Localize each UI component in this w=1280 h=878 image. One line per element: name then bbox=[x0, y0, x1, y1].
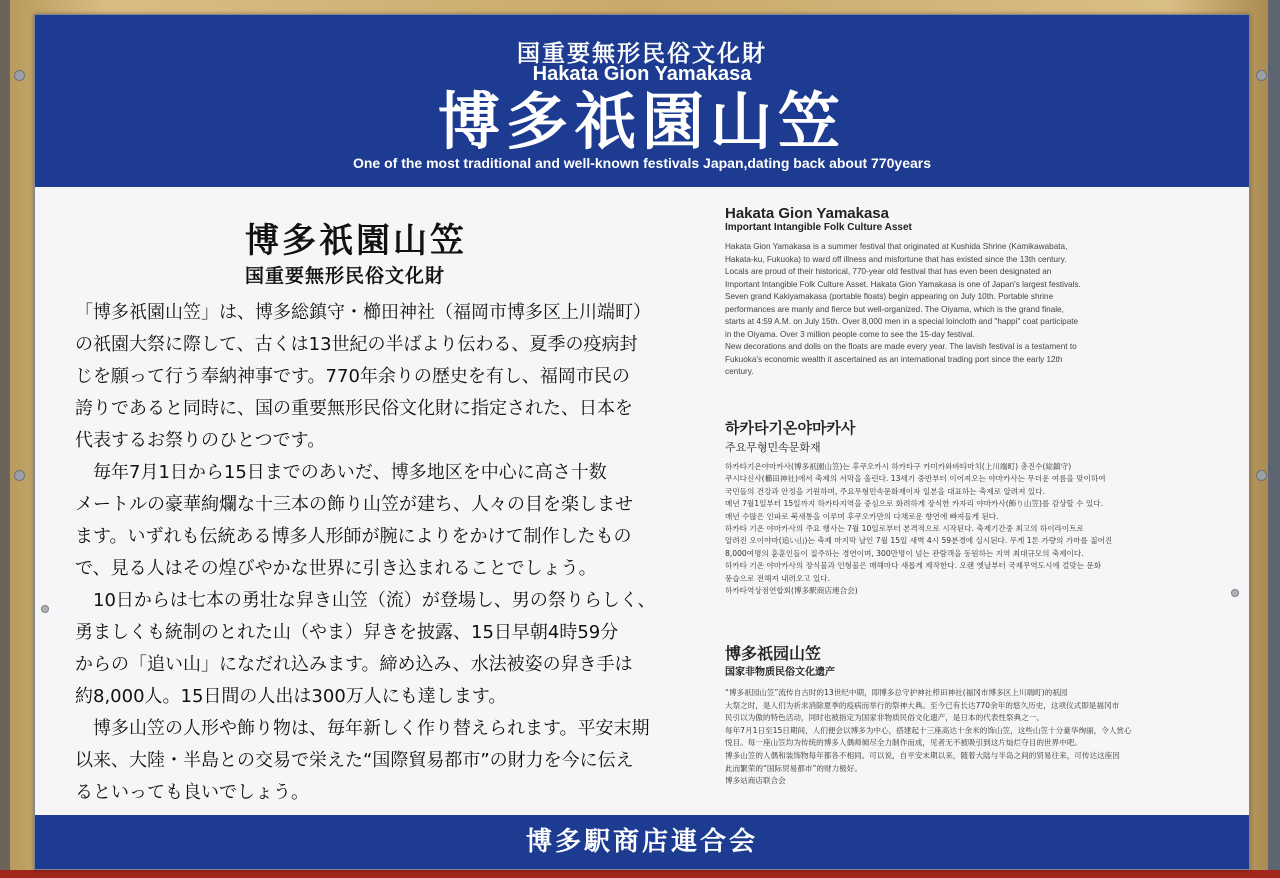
japanese-line: からの「追い山」になだれ込みます。締め込み、水法被姿の舁き手は bbox=[75, 654, 633, 675]
english-body bbox=[725, 241, 1215, 379]
frame-rivet-icon bbox=[1256, 470, 1267, 481]
english-line: performances are manly and fierce but well-organized. The Oiyama, which is the grand finale, bbox=[725, 304, 1064, 314]
chinese-line: 每年7月1日至15日期间，人们便会以博多为中心，搭建起十三座高达十余米的饰山笠，这些山笠十分豪华绚丽，令人赏心 bbox=[725, 725, 1132, 735]
sign-header bbox=[35, 15, 1249, 187]
japanese-title: 博多祇園山笠 bbox=[245, 221, 467, 261]
japanese-line: で、見る人はその煌びやかな世界に引き込まれることでしょう。 bbox=[75, 558, 597, 579]
chinese-line: “博多祇园山笠”流传自古时的13世纪中期，即博多总守护神社栉田神社(福冈市博多区上川端町)的祇园 bbox=[725, 688, 1068, 697]
chinese-line: 博多山笠的人偶和装饰物每年都各不相同。可以说，自平安末期以来，随着大陆与半岛之间的贸易往来，可传达这座因 bbox=[725, 750, 1120, 760]
korean-line: 하카타 기온 야마카사의 주요 행사는 7월 10일로부터 본격적으로 시작된다. 축제기간중 최고의 하이라이트로 bbox=[725, 524, 1084, 534]
english-line: Hakata Gion Yamakasa is a summer festival that originated at Kushida Shrine (Kamikawabata, bbox=[725, 242, 1068, 251]
japanese-line: 博多山笠の人形や飾り物は、毎年新しく作り替えられます。平安末期 bbox=[75, 718, 650, 739]
frame-rivet-icon bbox=[14, 70, 25, 81]
chinese-line: 悦目。每一座山笠均为传统的博多人偶师倾尽全力制作而成，见者无不被吸引到这片灿烂夺目的世界中吧。 bbox=[725, 738, 1082, 748]
japanese-line: 勇ましくも統制のとれた山（やま）舁きを披露、15日早朝4時59分 bbox=[75, 622, 619, 643]
japanese-line: じを願って行う奉納神事です。770年余りの歴史を有し、福岡市民の bbox=[75, 366, 630, 387]
japanese-body bbox=[75, 297, 675, 809]
header-tagline: One of the most traditional and well-known festivals Japan,dating back about 770years bbox=[352, 155, 932, 171]
english-line: Hakata-ku, Fukuoka) to ward off illness and misfortune that has existed since the 13th century. bbox=[725, 254, 1067, 264]
korean-line: 국민들의 건강과 안정을 기원하며, 주요무형민속문화재이자 일본을 대표하는 축제로 알려져 있다. bbox=[725, 486, 1045, 496]
english-line: century. bbox=[725, 367, 754, 376]
chinese-title: 博多祇园山笠 bbox=[725, 644, 822, 663]
japanese-line: の祇園大祭に際して、古くは13世紀の半ばより伝わる、夏季の疫病封 bbox=[75, 334, 638, 355]
pin-icon bbox=[41, 605, 49, 613]
english-subtitle: Important Intangible Folk Culture Asset bbox=[725, 222, 912, 233]
chinese-body bbox=[725, 687, 1215, 788]
korean-subtitle: 주요무형민속문화재 bbox=[725, 441, 821, 454]
sign-board bbox=[34, 14, 1250, 870]
header-title-jp: 博多祇園山笠 bbox=[437, 85, 846, 158]
chinese-subtitle: 国家非物质民俗文化遗产 bbox=[725, 667, 835, 678]
korean-line: 쿠시다신사(櫛田神社)에서 축제의 서막을 올린다. 13세기 중반부터 이어져오는 야마카사는 무더운 여름을 맞이하여 bbox=[725, 474, 1106, 484]
korean-line: 매년 7월1일부터 15일까지 하카타지역을 중심으로 화려하게 장식한 카자리 야마카사(飾り山笠)를 감상할 수 있다. bbox=[725, 499, 1104, 509]
japanese-subtitle: 国重要無形民俗文化財 bbox=[245, 265, 446, 287]
english-line: in the Oiyama. Over 3 million people come to see the 15-day festival. bbox=[725, 329, 975, 339]
japanese-line: 代表するお祭りのひとつです。 bbox=[75, 430, 326, 451]
japanese-line: 毎年7月1日から15日までのあいだ、博多地区を中心に高さ十数 bbox=[75, 462, 607, 483]
japanese-line: ます。いずれも伝統ある博多人形師が腕によりをかけて制作したもの bbox=[75, 526, 632, 547]
korean-line: 8,000여명의 훈훈인들이 질주하는 경연이며, 300만명이 넘는 관람객을 동원하는 지역 최대규모의 축제이다. bbox=[725, 548, 1084, 558]
korean-body bbox=[725, 461, 1215, 597]
chinese-line: 博多站商店联合会 bbox=[725, 776, 786, 786]
japanese-line: 以来、大陸・半島との交易で栄えた“国際貿易都市”の財力を今に伝え bbox=[75, 750, 634, 771]
english-line: starts at 4:59 A.M. on July 15th. Over 8,000 men in a special loincloth and "happi" coat participate bbox=[725, 317, 1079, 326]
header-subtitle-jp: 国重要無形民俗文化財 bbox=[517, 41, 767, 67]
english-title: Hakata Gion Yamakasa bbox=[725, 205, 889, 222]
english-line: Locals are proud of their historical, 770-year old festival that has even been designated an bbox=[725, 267, 1052, 276]
japanese-line: 10日からは七本の勇壮な舁き山笠（流）が登場し、男の祭りらしく、 bbox=[75, 590, 656, 611]
korean-line: 풍습으로 전해져 내려오고 있다. bbox=[725, 573, 831, 583]
header-title-en: Hakata Gion Yamakasa bbox=[532, 63, 752, 85]
chinese-line: 此而繁荣的“国际贸易都市”的财力极好。 bbox=[725, 763, 862, 773]
sign-footer: 博多駅商店連合会 bbox=[35, 815, 1249, 869]
left-edge bbox=[0, 0, 10, 878]
english-line: Seven grand Kakiyamakasa (portable floats) begin appearing on July 10th. Portable shrine bbox=[725, 292, 1054, 301]
korean-line: 매년 수많은 인파로 북새통을 이루며 후쿠오카만의 다채로운 향연에 빠져들게 된다. bbox=[725, 511, 999, 521]
japanese-line: 約8,000人。15日間の人出は300万人にも達します。 bbox=[75, 686, 507, 707]
pin-icon bbox=[1231, 589, 1239, 597]
japanese-line: 「博多祇園山笠」は、博多総鎮守・櫛田神社（福岡市博多区上川端町） bbox=[75, 302, 651, 323]
frame-rivet-icon bbox=[14, 470, 25, 481]
frame-rivet-icon bbox=[1256, 70, 1267, 81]
right-edge bbox=[1268, 0, 1280, 878]
korean-title: 하카타기온야마카사 bbox=[725, 419, 856, 437]
japanese-line: るといっても良いでしょう。 bbox=[75, 782, 309, 803]
japanese-line: 誇りであると同時に、国の重要無形民俗文化財に指定された、日本を bbox=[75, 398, 633, 419]
korean-line: 알려진 오이야마(追い山)는 축제 마지막 날인 7월 15일 새벽 4시 59분경에 실시된다. 무게 1톤 가량의 가마를 짊어진 bbox=[725, 536, 1113, 546]
korean-line: 하카타 기온 야마카사의 장식물과 인형물은 매해마다 새롭게 제작한다. 오랜 옛날부터 국제무역도시에 걸맞는 문화 bbox=[725, 561, 1102, 571]
english-line: Fukuoka's economic wealth it ascertained as an international trading port since the early 12th bbox=[725, 354, 1063, 364]
chinese-line: 大祭之时，是人们为祈求消除夏季的疫病而举行的祭神大典。至今已有长达770余年的悠久历史，这项仪式即是福冈市 bbox=[725, 700, 1120, 710]
chinese-line: 民引以为傲的特色活动，同时也被指定为国家非物质民俗文化遗产，是日本的代表性祭典之一。 bbox=[725, 713, 1044, 723]
korean-line: 하카타역상점연합회(博多駅商店連合会) bbox=[725, 586, 858, 596]
english-line: Important Intangible Folk Culture Asset. Hakata Gion Yamakasa is one of Japan's largest festivals. bbox=[725, 279, 1081, 289]
red-base-strip bbox=[0, 870, 1280, 878]
japanese-line: メートルの豪華絢爛な十三本の飾り山笠が建ち、人々の目を楽しませ bbox=[75, 494, 633, 515]
english-line: New decorations and dolls on the floats are made every year. The lavish festival is a testament to bbox=[725, 342, 1077, 351]
korean-line: 하카타기온야마카사(博多祇園山笠)는 후쿠오카시 하카타구 카미카와바타마치(上川端町) 총진수(総鎮守) bbox=[725, 462, 1072, 471]
